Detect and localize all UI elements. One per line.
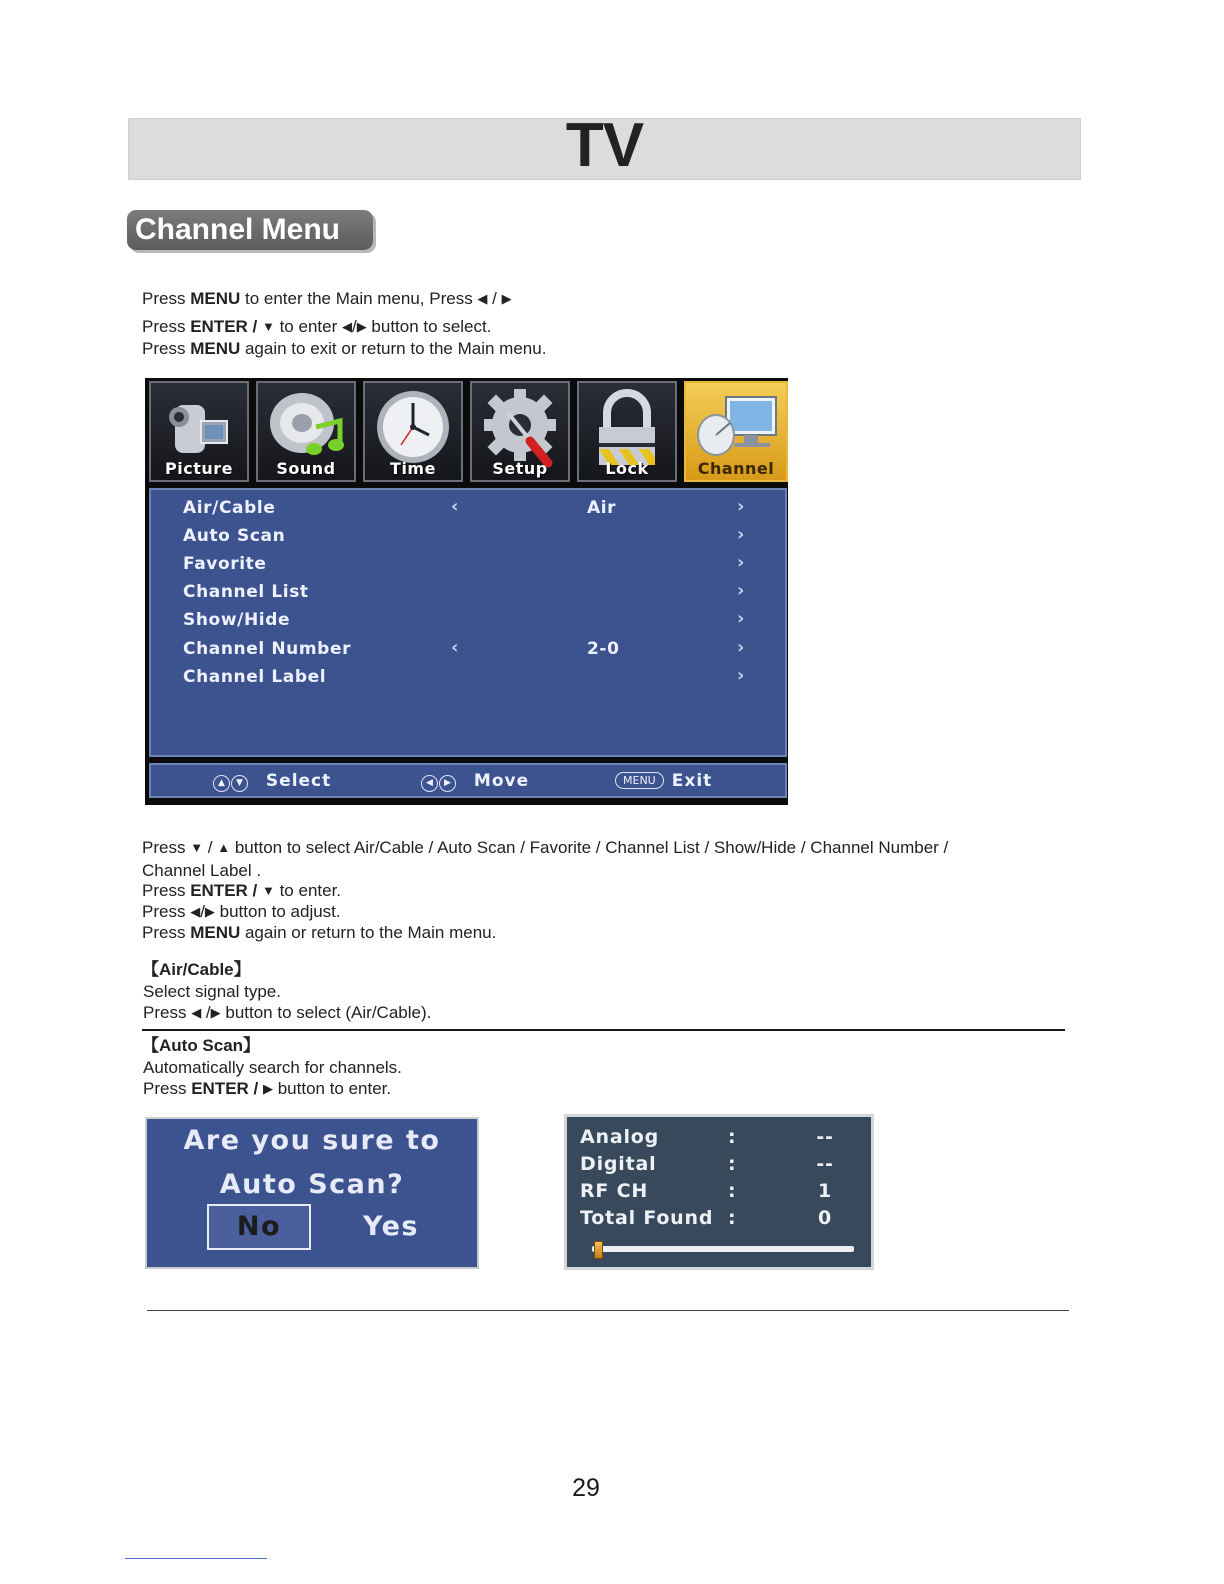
- channel-menu-panel: [149, 488, 787, 757]
- autoscan-line-1: Automatically search for channels.: [143, 1058, 402, 1077]
- right-arrow-icon: ▶: [204, 904, 215, 919]
- scan-progress-indicator: [594, 1241, 603, 1259]
- down-arrow-icon: ▼: [261, 883, 275, 898]
- section-divider: [142, 1029, 1065, 1031]
- status-row-total-found: Total Found : 0: [580, 1207, 833, 1229]
- up-button-icon: ▲: [213, 775, 230, 792]
- intro-line-2: Press ENTER / ▼ to enter ◀/▶ button to select.: [142, 317, 492, 336]
- autoscan-status-panel: [564, 1114, 874, 1270]
- left-arrow-icon: ◀: [477, 291, 488, 306]
- aircable-heading: 【Air/Cable】: [142, 960, 251, 979]
- status-row-digital: Digital : --: [580, 1153, 834, 1175]
- scan-progress-bar: [592, 1246, 854, 1252]
- autoscan-line-2: Press ENTER / ▶ button to enter.: [143, 1079, 392, 1098]
- bottom-divider: [147, 1310, 1069, 1311]
- tab-label: Channel: [697, 459, 775, 478]
- right-arrow-icon: ▶: [501, 291, 512, 306]
- aircable-line-1: Select signal type.: [143, 982, 281, 1001]
- up-arrow-icon: ▲: [217, 840, 231, 855]
- osd-footer: [149, 763, 787, 798]
- chevron-right-icon[interactable]: ›: [737, 637, 746, 658]
- down-arrow-icon: ▼: [190, 840, 204, 855]
- dialog-line-1: Are you sure to: [183, 1125, 441, 1156]
- chevron-left-icon[interactable]: ‹: [451, 637, 460, 658]
- no-button[interactable]: No: [207, 1204, 311, 1250]
- left-arrow-icon: ◀: [191, 1005, 202, 1020]
- left-button-icon: ◀: [421, 775, 438, 792]
- menu-item-channel-list[interactable]: Channel List ›: [183, 580, 746, 602]
- page-title: TV: [565, 111, 644, 180]
- menu-item-value: 2-0: [587, 639, 620, 659]
- tab-channel[interactable]: [684, 381, 788, 482]
- footer-move: ◀ ▶ Move: [421, 771, 529, 792]
- status-row-analog: Analog : --: [580, 1126, 834, 1148]
- instruction-line-5: Press MENU again or return to the Main menu.: [142, 923, 497, 942]
- instruction-line-2: Channel Label .: [142, 861, 262, 880]
- footer-link-line: [125, 1558, 267, 1559]
- tab-label: Picture: [165, 459, 233, 478]
- footer-exit: MENU Exit: [615, 771, 712, 791]
- dialog-line-2: Auto Scan?: [219, 1169, 405, 1200]
- page-number: 29: [572, 1474, 600, 1502]
- menu-key-icon: MENU: [615, 772, 664, 789]
- intro-line-1: Press MENU to enter the Main menu, Press ◀ / ▶: [142, 289, 512, 308]
- tab-sound[interactable]: [256, 381, 356, 482]
- chevron-right-icon[interactable]: ›: [737, 665, 746, 686]
- right-arrow-icon: ▶: [356, 319, 367, 334]
- chevron-right-icon[interactable]: ›: [737, 496, 746, 517]
- autoscan-confirm-dialog: [145, 1117, 479, 1269]
- right-arrow-icon: ▶: [262, 1081, 273, 1096]
- menu-item-channel-label[interactable]: Channel Label ›: [183, 665, 746, 687]
- left-arrow-icon: ◀: [341, 319, 352, 334]
- header-bar: [128, 111, 1081, 180]
- instruction-line-1: Press ▼ / ▲ button to select Air/Cable / Auto Scan / Favorite / Channel List / Show/Hide / Channel Number /: [142, 838, 949, 857]
- footer-select: ▲ ▼ Select: [213, 771, 331, 792]
- tab-time[interactable]: [363, 381, 463, 482]
- menu-item-channel-number[interactable]: Channel Number ‹ 2-0 ›: [183, 637, 746, 659]
- autoscan-heading: 【Auto Scan】: [142, 1036, 261, 1055]
- section-title: Channel Menu: [127, 210, 373, 250]
- down-button-icon: ▼: [231, 775, 248, 792]
- chevron-right-icon[interactable]: ›: [737, 552, 746, 573]
- down-arrow-icon: ▼: [261, 319, 275, 334]
- chevron-right-icon[interactable]: ›: [737, 608, 746, 629]
- tab-setup[interactable]: [470, 381, 570, 482]
- right-arrow-icon: ▶: [210, 1005, 221, 1020]
- menu-item-value: Air: [587, 498, 617, 518]
- instruction-line-4: Press ◀/▶ button to adjust.: [142, 902, 341, 921]
- tab-label: Lock: [605, 459, 649, 478]
- tab-picture[interactable]: [149, 381, 249, 482]
- chevron-right-icon[interactable]: ›: [737, 524, 746, 545]
- left-arrow-icon: ◀: [190, 904, 201, 919]
- menu-item-air-cable[interactable]: Air/Cable ‹ Air ›: [183, 496, 746, 518]
- chevron-left-icon[interactable]: ‹: [451, 496, 460, 517]
- tab-lock[interactable]: [577, 381, 677, 482]
- menu-item-favorite[interactable]: Favorite ›: [183, 552, 746, 574]
- aircable-line-2: Press ◀ /▶ button to select (Air/Cable).: [143, 1003, 432, 1022]
- instruction-line-3: Press ENTER / ▼ to enter.: [142, 881, 342, 900]
- menu-item-show-hide[interactable]: Show/Hide ›: [183, 608, 746, 630]
- tab-label: Time: [390, 459, 436, 478]
- chevron-right-icon[interactable]: ›: [737, 580, 746, 601]
- right-button-icon: ▶: [439, 775, 456, 792]
- intro-line-3: Press MENU again to exit or return to the Main menu.: [142, 339, 547, 358]
- yes-button[interactable]: Yes: [363, 1211, 419, 1242]
- menu-item-auto-scan[interactable]: Auto Scan ›: [183, 524, 746, 546]
- tab-label: Sound: [276, 459, 336, 478]
- tab-label: Setup: [492, 459, 548, 478]
- status-row-rf-ch: RF CH : 1: [580, 1180, 833, 1202]
